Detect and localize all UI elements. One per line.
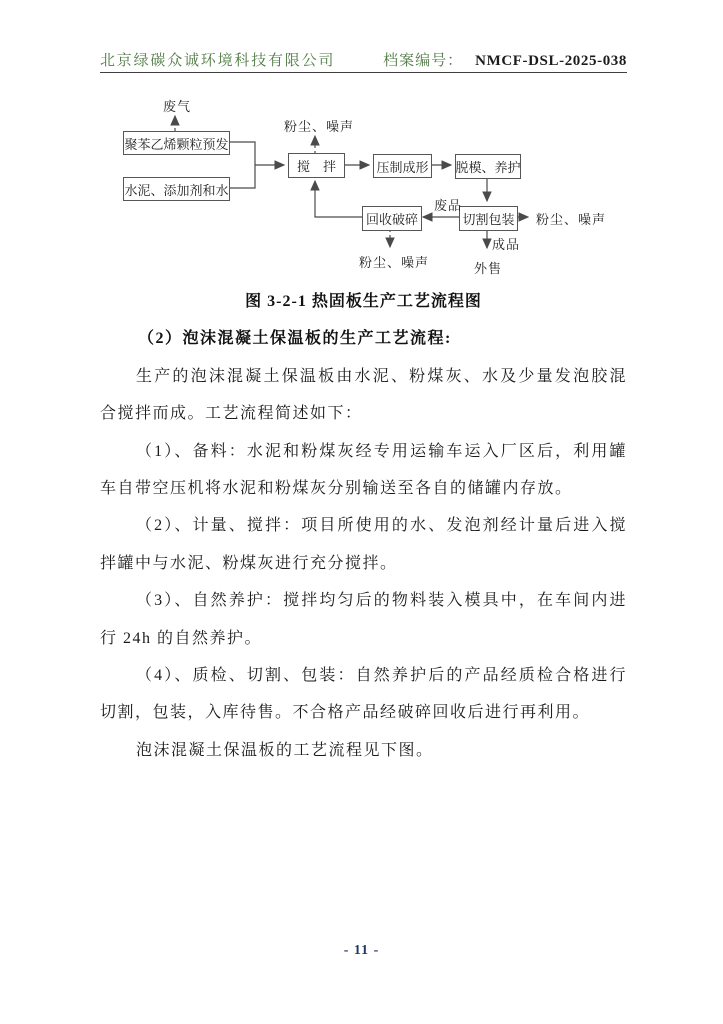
section-heading: （2）泡沫混凝土保温板的生产工艺流程: — [138, 330, 452, 348]
label-dust-noise-mixing: 粉尘、噪声 — [284, 119, 355, 134]
process-box-cutting-packaging: 切割包装 — [459, 206, 518, 231]
body-paragraphs — [100, 358, 627, 769]
process-box-cement-additives-water: 水泥、添加剂和水 — [123, 177, 230, 201]
label-finished-product: 成品 — [492, 237, 521, 252]
paragraph-5-line-2: 切割，包装，入库待售。不合格产品经破碎回收后进行再利用。 — [100, 704, 591, 722]
paragraph-2-line-1: （1）、备料：水泥和粉煤灰经专用运输车运入厂区后，利用罐 — [136, 442, 627, 460]
label-scrap: 废品 — [434, 198, 463, 213]
paragraph-3-line-2: 拌罐中与水泥、粉煤灰进行充分搅拌。 — [100, 554, 398, 572]
paragraph-1-line-1: 生产的泡沫混凝土保温板由水泥、粉煤灰、水及少量发泡胶混 — [136, 367, 627, 385]
paragraph-2-line-2: 车自带空压机将水泥和粉煤灰分别输送至各自的储罐内存放。 — [100, 480, 573, 498]
process-flowchart — [100, 88, 630, 280]
document-body — [100, 283, 627, 769]
process-box-pre-expansion: 聚苯乙烯颗粒预发 — [123, 131, 230, 155]
label-waste-gas: 废气 — [163, 99, 192, 114]
process-box-press-forming: 压制成形 — [373, 154, 432, 178]
archive-label: 档案编号： — [383, 53, 464, 69]
paragraph-6-line-1: 泡沫混凝土保温板的工艺流程见下图。 — [136, 741, 434, 759]
archive-number-group — [383, 49, 627, 70]
page-number: - 11 - — [343, 943, 380, 958]
process-box-recycle-crushing: 回收破碎 — [362, 206, 422, 231]
paragraph-1-line-2: 合搅拌而成。工艺流程简述如下： — [100, 405, 363, 423]
page-footer — [0, 941, 723, 959]
header-divider — [100, 72, 627, 73]
figure-caption: 图 3-2-1 热固板生产工艺流程图 — [245, 293, 482, 310]
process-box-demold-curing: 脱模、养护 — [455, 154, 521, 179]
paragraph-4-line-1: （3）、自然养护：搅拌均匀后的物料装入模具中，在车间内进 — [136, 592, 627, 610]
label-dust-noise-crushing: 粉尘、噪声 — [359, 255, 430, 270]
paragraph-3-line-1: （2）、计量、搅拌：项目所使用的水、发泡剂经计量后进入搅 — [136, 517, 627, 535]
paragraph-4-line-2: 行 24h 的自然养护。 — [100, 629, 263, 647]
label-dust-noise-cutting: 粉尘、噪声 — [536, 212, 607, 227]
archive-number: NMCF-DSL-2025-038 — [475, 53, 627, 69]
header-company-name: 北京绿碳众诚环境科技有限公司 — [100, 53, 336, 69]
process-box-mixing: 搅 拌 — [288, 153, 345, 178]
paragraph-5-line-1: （4）、质检、切割、包装：自然养护后的产品经质检合格进行 — [136, 667, 627, 685]
page-header — [100, 48, 627, 70]
label-sold-externally: 外售 — [474, 261, 503, 276]
